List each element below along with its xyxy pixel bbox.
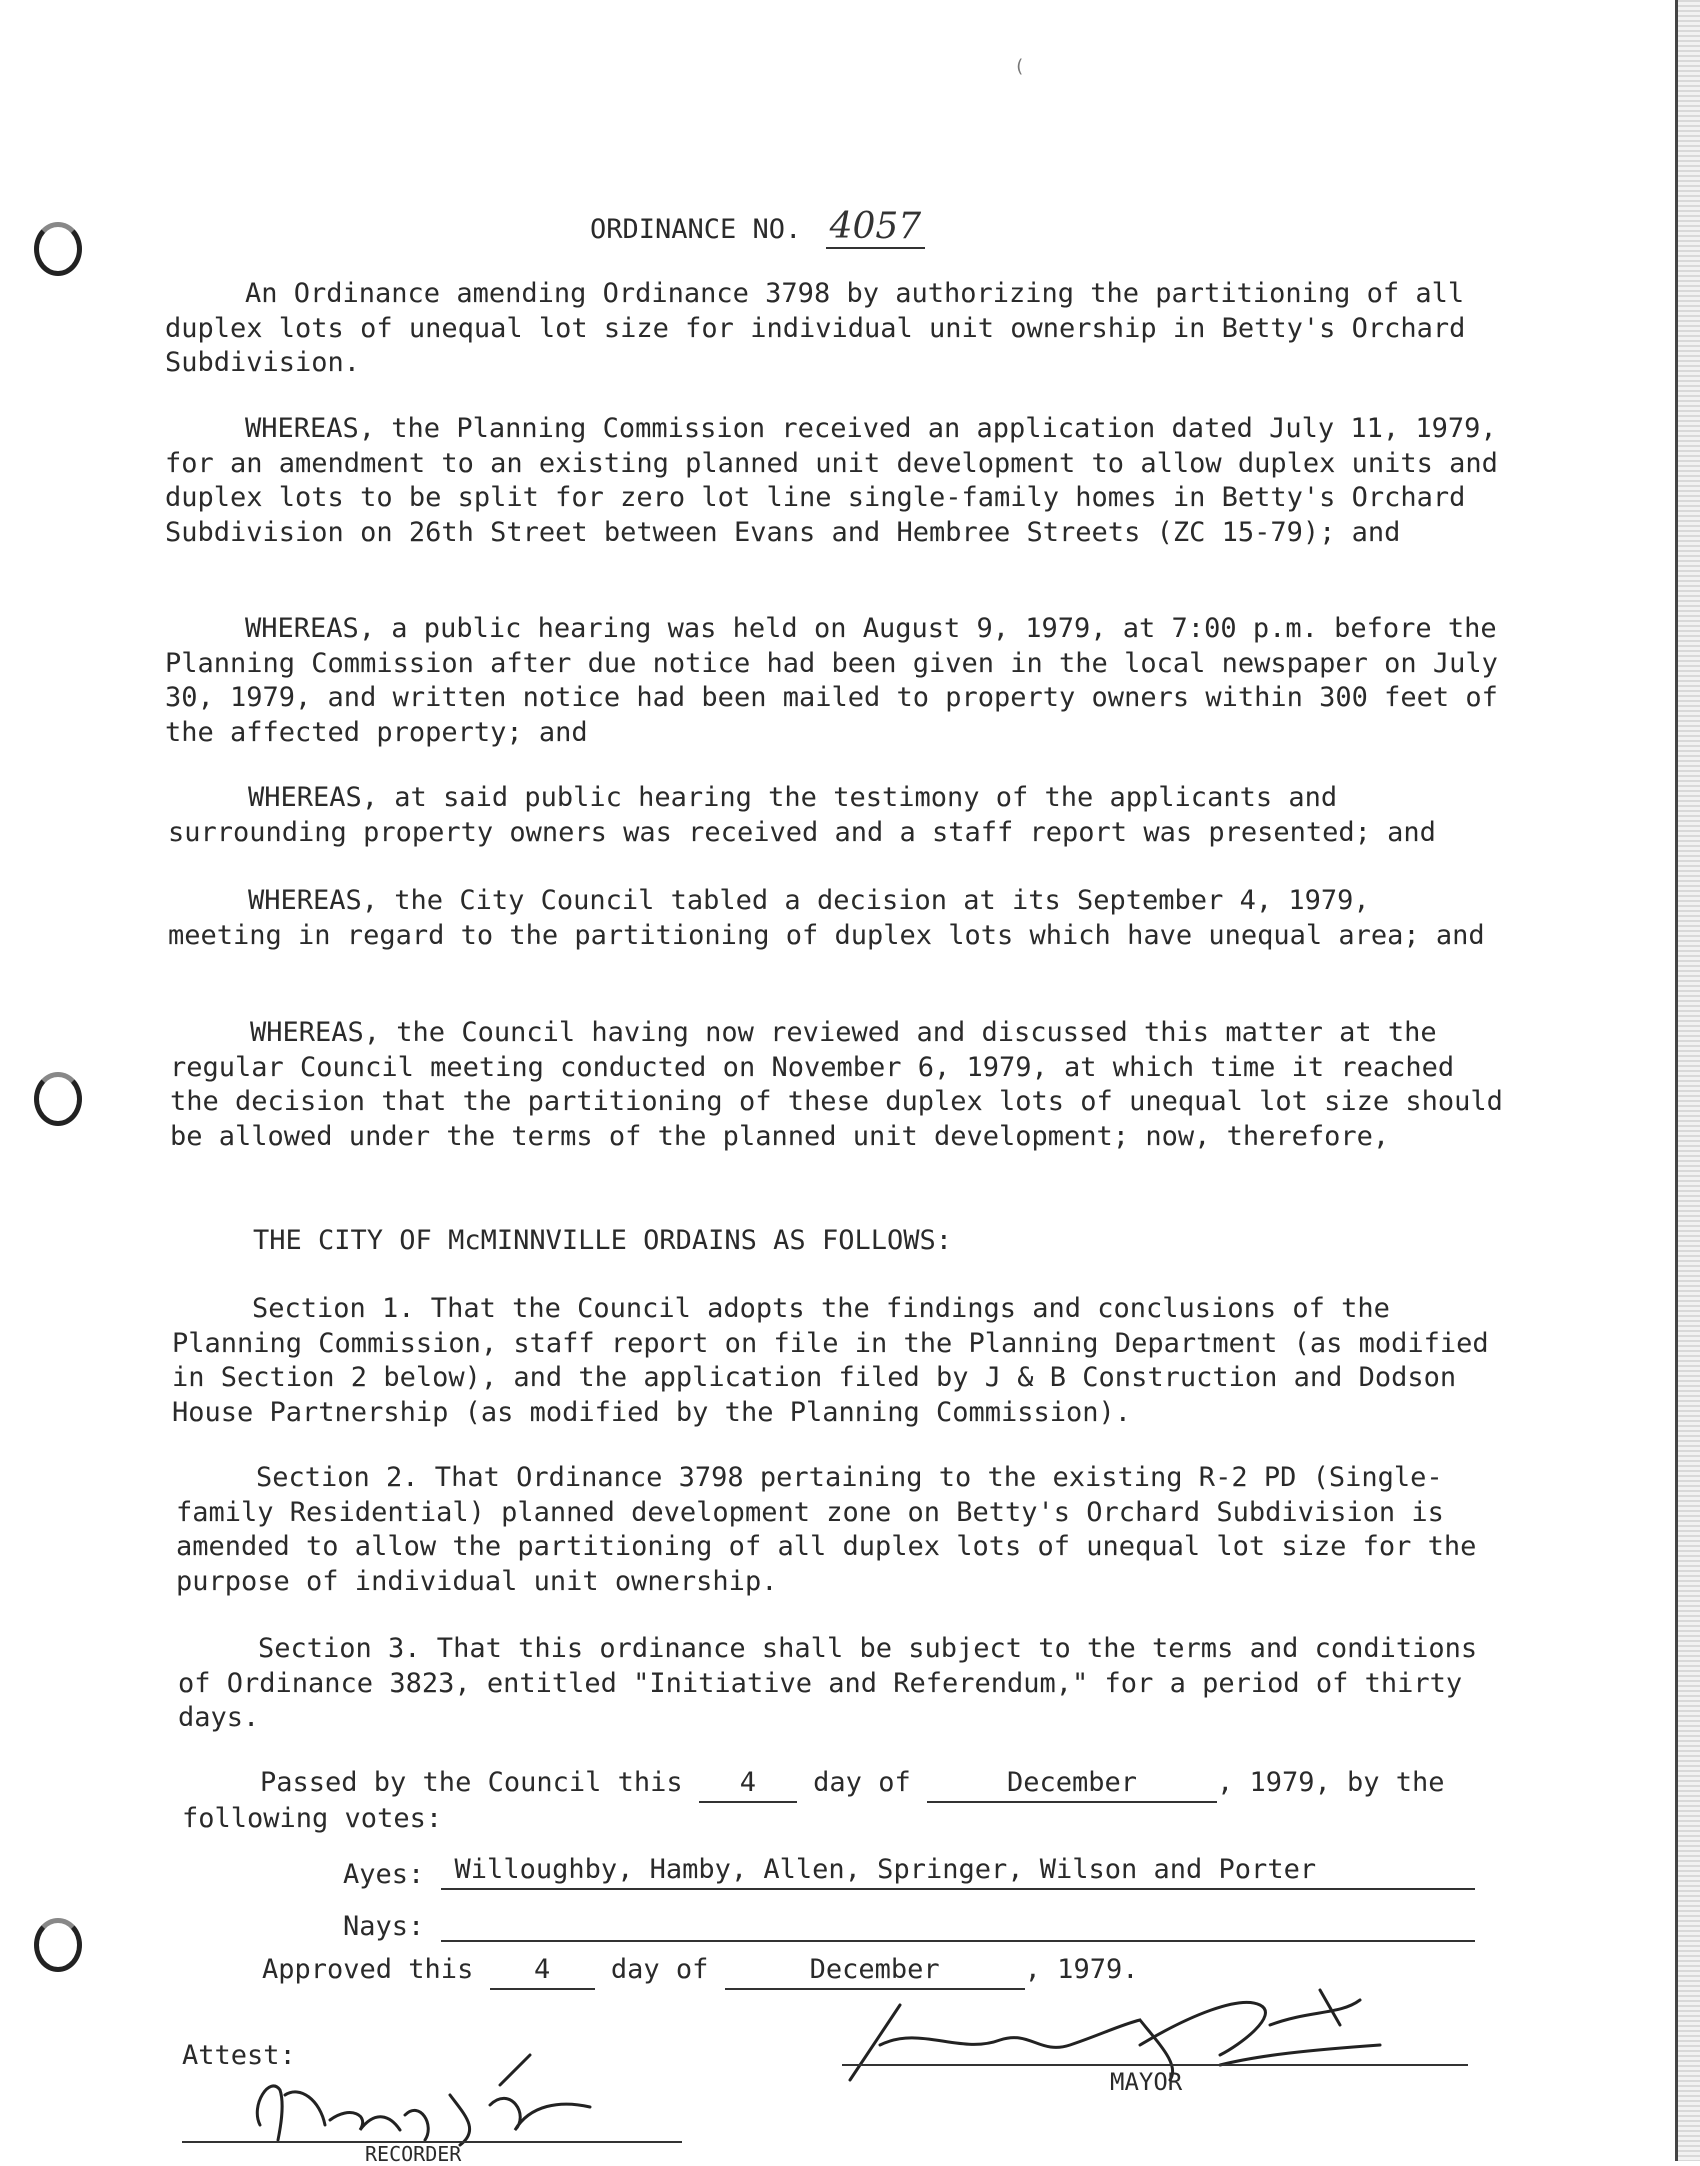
passed-line xyxy=(260,1766,1520,1803)
whereas-paragraph-2: WHEREAS, a public hearing was held on August 9, 1979, at 7:00 p.m. before the Planning Commission after due notice had been given in the local newspaper on July 30, 1979, and written notice had been mailed to property owners within 300 feet of the affected property; and xyxy=(165,613,1498,748)
scan-mark: ( xyxy=(1014,56,1025,77)
whereas-paragraph-3: WHEREAS, at said public hearing the testimony of the applicants and surrounding property owners was received and a staff report was presented; and xyxy=(168,782,1436,848)
punch-hole-top xyxy=(34,222,82,276)
passed-day-of: day of xyxy=(813,1767,911,1798)
ayes-names: Willoughby, Hamby, Allen, Springer, Wilson and Porter xyxy=(441,1854,1475,1890)
passed-month: December xyxy=(927,1766,1217,1803)
mayor-signature-line xyxy=(842,2064,1468,2066)
approved-prefix: Approved this xyxy=(262,1954,474,1985)
ordinance-number: 4057 xyxy=(826,206,926,249)
section-3: Section 3. That this ordinance shall be subject to the terms and conditions of Ordinance 3823, entitled "Initiative and Referendum," for a period of thirty days. xyxy=(178,1633,1478,1733)
section-1: Section 1. That the Council adopts the findings and conclusions of the Planning Commission, staff report on file in the Planning Department (as modified in Section 2 below), and the application filed by J & B Construction and Dodson House Partnership (as modified by the Planning Commission). xyxy=(172,1293,1489,1428)
approved-day-of: day of xyxy=(610,1954,709,1985)
ordains-heading: THE CITY OF McMINNVILLE ORDAINS AS FOLLOWS: xyxy=(253,1225,952,1256)
following-votes: following votes: xyxy=(182,1803,443,1834)
punch-hole-bottom xyxy=(34,1918,82,1972)
whereas-paragraph-4: WHEREAS, the City Council tabled a decision at its September 4, 1979, meeting in regard to the partitioning of duplex lots which have unequal area; and xyxy=(168,885,1485,951)
ayes-label: Ayes: xyxy=(343,1859,425,1890)
punch-hole-middle xyxy=(34,1072,82,1126)
approved-month: December xyxy=(725,1953,1025,1990)
approved-suffix: , 1979. xyxy=(1024,1954,1139,1985)
approved-day: 4 xyxy=(490,1953,595,1990)
passed-day: 4 xyxy=(699,1766,797,1803)
intro-paragraph: An Ordinance amending Ordinance 3798 by authorizing the partitioning of all duplex lots of unequal lot size for individual unit ownership in Betty's Orchard Subdivision. xyxy=(165,278,1466,378)
section-2: Section 2. That Ordinance 3798 pertaining to the existing R-2 PD (Single-family Residential) planned development zone on Betty's Orchard Subdivision is amended to allow the partitioning of all duplex lots of unequal lot size for the purpose of individual unit ownership. xyxy=(176,1462,1477,1597)
whereas-paragraph-5: WHEREAS, the Council having now reviewed and discussed this matter at the regular Council meeting conducted on November 6, 1979, at which time it reached the decision that the partitioning of these duplex lots of unequal lot size should be allowed under the terms of the planned unit development; now, therefore, xyxy=(170,1017,1503,1152)
passed-suffix: , 1979, by the xyxy=(1216,1767,1445,1798)
ordinance-title xyxy=(590,206,925,247)
page-edge-scan-border xyxy=(1675,0,1700,2161)
mayor-label: MAYOR xyxy=(1110,2068,1183,2096)
recorder-label: RECORDER xyxy=(365,2142,462,2166)
attest-label: Attest: xyxy=(182,2040,296,2071)
ordinance-title-label: ORDINANCE NO. xyxy=(590,214,802,245)
passed-prefix: Passed by the Council this xyxy=(260,1767,683,1798)
whereas-paragraph-1: WHEREAS, the Planning Commission received an application dated July 11, 1979, for an amendment to an existing planned unit development to allow duplex units and duplex lots to be split for zero lot line single-family homes in Betty's Orchard Subdivision on 26th Street between Evans and Hembree Streets (ZC 15-79); and xyxy=(165,413,1498,548)
nays-row xyxy=(343,1906,1475,1942)
nays-names xyxy=(441,1906,1475,1942)
nays-label: Nays: xyxy=(343,1911,425,1942)
ayes-row xyxy=(343,1854,1475,1890)
